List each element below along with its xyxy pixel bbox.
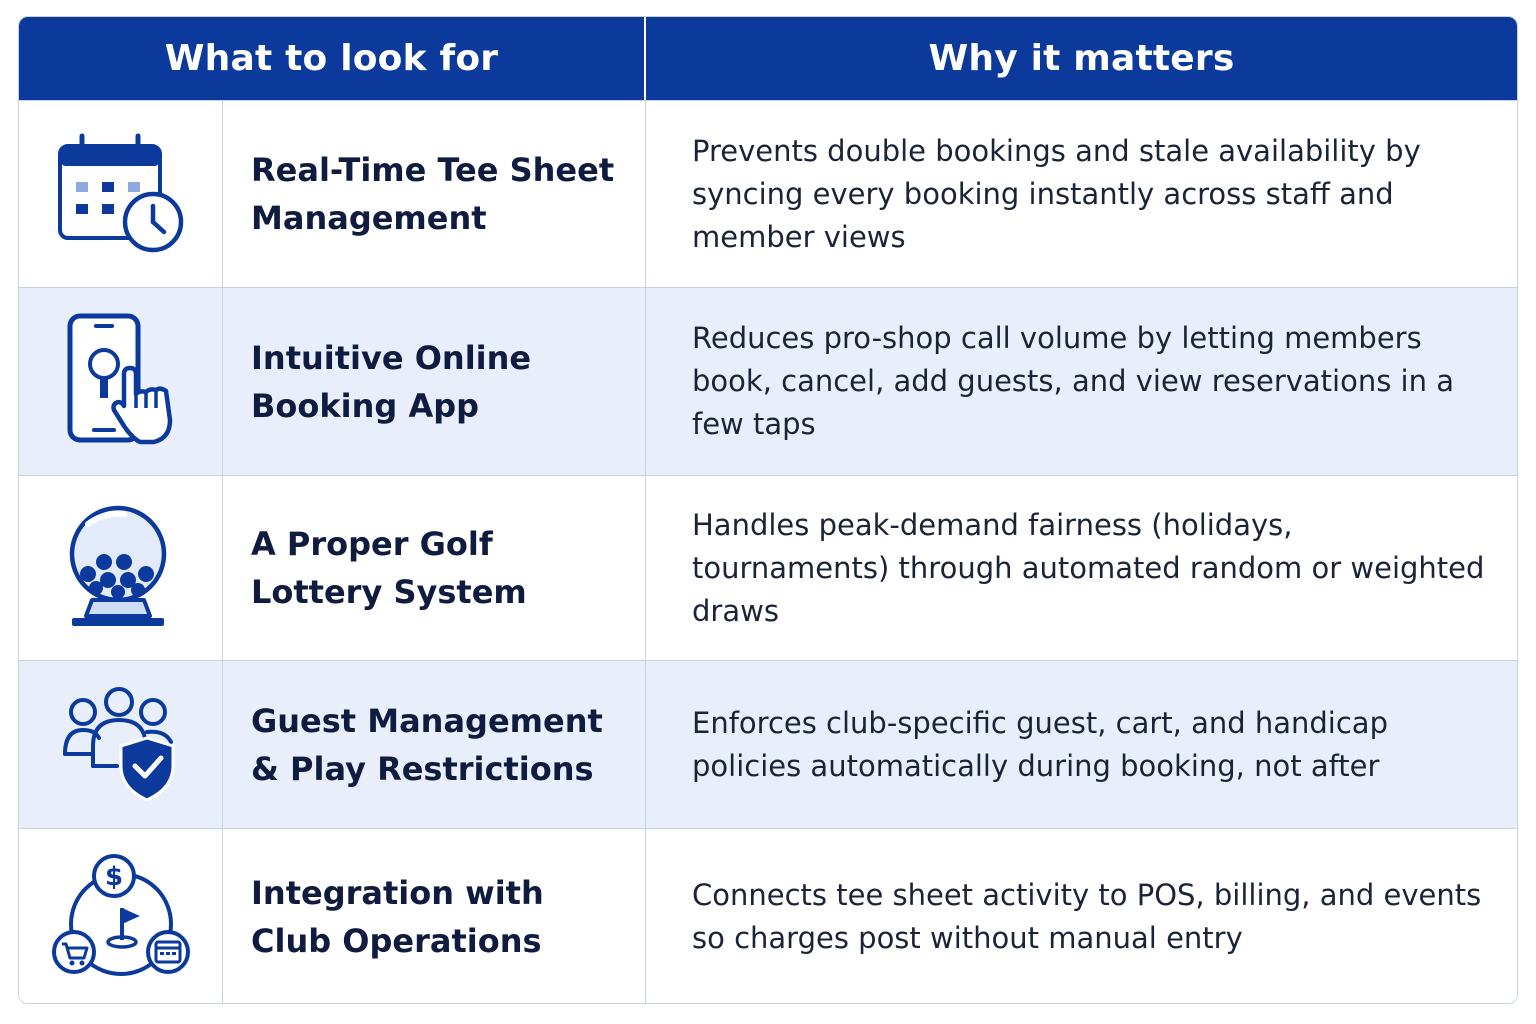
description-cell bbox=[646, 101, 1517, 287]
feature-title: Intuitive Online Booking App bbox=[251, 338, 532, 425]
feature-cell bbox=[223, 101, 646, 287]
feature-cell bbox=[223, 476, 646, 660]
feature-description: Prevents double bookings and stale availability by syncing every booking instantly across staff and member views bbox=[692, 133, 1421, 254]
guest-shield-icon bbox=[61, 686, 181, 804]
feature-title: Integration with Club Operations bbox=[251, 873, 544, 960]
feature-table bbox=[18, 16, 1518, 1004]
club-integration-icon bbox=[50, 852, 192, 982]
feature-title: Real-Time Tee Sheet Management bbox=[251, 151, 615, 237]
feature-description: Handles peak-demand fairness (holidays, tournaments) through automated random or weighted draws bbox=[692, 507, 1485, 628]
description-cell bbox=[646, 288, 1517, 475]
description-cell bbox=[646, 829, 1517, 1004]
feature-cell bbox=[223, 288, 646, 475]
table-row bbox=[19, 828, 1517, 1004]
table-header bbox=[19, 17, 1517, 100]
feature-cell bbox=[223, 661, 646, 828]
feature-description: Connects tee sheet activity to POS, billing, and events so charges post without manual entry bbox=[692, 877, 1482, 955]
icon-cell bbox=[19, 829, 223, 1004]
table-row bbox=[19, 660, 1517, 828]
icon-cell bbox=[19, 101, 223, 287]
feature-description: Reduces pro-shop call volume by letting members book, cancel, add guests, and view reservations in a few taps bbox=[692, 321, 1454, 441]
table-row bbox=[19, 475, 1517, 660]
table-row bbox=[19, 287, 1517, 475]
icon-cell bbox=[19, 661, 223, 828]
icon-cell bbox=[19, 476, 223, 660]
header-what-to-look-for: What to look for bbox=[19, 17, 646, 100]
description-cell bbox=[646, 476, 1517, 660]
icon-cell bbox=[19, 288, 223, 475]
dollar-icon: $ bbox=[104, 861, 123, 892]
mobile-booking-icon bbox=[66, 312, 176, 452]
lottery-machine-icon bbox=[66, 504, 176, 632]
description-cell bbox=[646, 661, 1517, 828]
feature-description: Enforces club-specific guest, cart, and handicap policies automatically during booking, not after bbox=[692, 705, 1388, 783]
calendar-clock-icon bbox=[56, 132, 186, 257]
feature-cell bbox=[223, 829, 646, 1004]
table-row bbox=[19, 100, 1517, 287]
feature-title: A Proper Golf Lottery System bbox=[251, 525, 527, 611]
header-why-it-matters: Why it matters bbox=[928, 38, 1235, 79]
feature-title: Guest Management & Play Restrictions bbox=[251, 701, 603, 788]
